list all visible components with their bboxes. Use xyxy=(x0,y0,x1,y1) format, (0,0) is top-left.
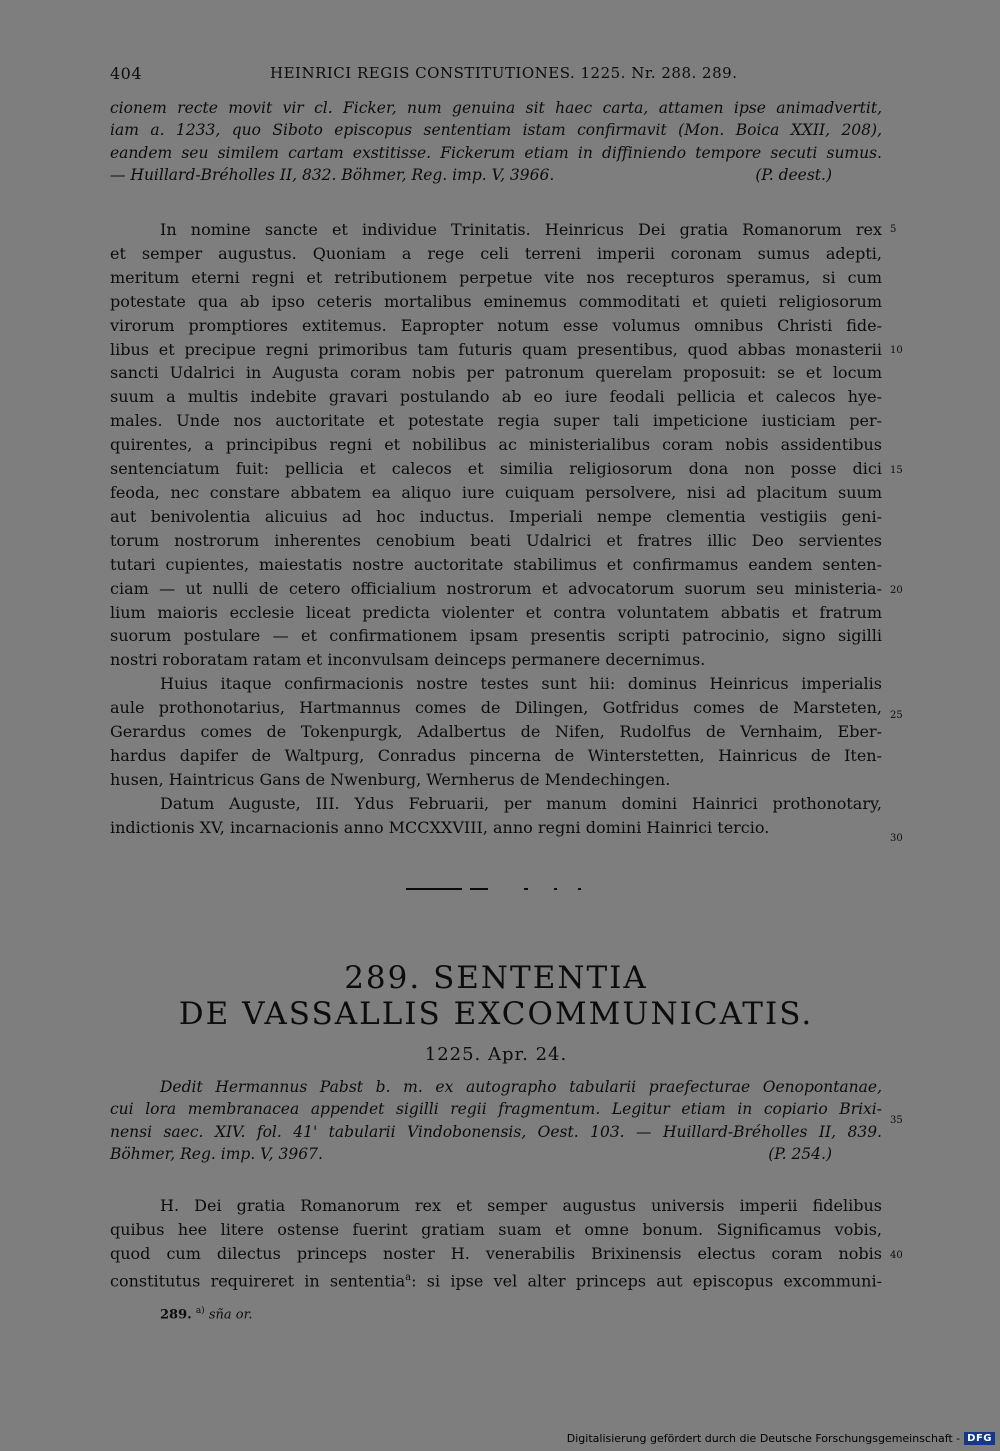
intro-line: iam a. 1233, quo Siboto episcopus sententiam istam confirmavit (Mon. Boica XXII, 208), xyxy=(110,121,882,140)
text-line: sancti Udalrici in Augusta coram nobis per patronum querelam proposuit: se et locum xyxy=(110,363,882,383)
text-line: quibus hee litere ostense fuerint gratiam suam et omne bonum. Significamus vobis, xyxy=(110,1219,882,1239)
text-line: In nomine sancte et individue Trinitatis. Heinricus Dei gratia Romanorum rex xyxy=(160,220,882,239)
text-line: Datum Auguste, III. Ydus Februarii, per manum domini Hainrici prothonotary, xyxy=(160,793,882,813)
text-line: feoda, nec constare abbatem ea aliquo iure cuiquam persolvere, nisi ad placitum suum xyxy=(110,482,882,502)
text-line: nostri roboratam ratam et inconvulsam deinceps permanere decernimus. xyxy=(110,650,706,670)
doc289-intro xyxy=(110,1076,882,1165)
intro-reference: (P. 254.) xyxy=(768,1144,832,1163)
document-subtitle: DE VASSALLIS EXCOMMUNICATIS. xyxy=(178,996,814,1032)
intro-line xyxy=(110,164,882,186)
intro-line-text: Böhmer, Reg. imp. V, 3967. xyxy=(110,1144,323,1163)
intro-line: cionem recte movit vir cl. Ficker, num genuina sit haec carta, attamen ipse animadvertit, xyxy=(110,99,882,117)
text-segment: constitutus requireret in sententia xyxy=(110,1271,406,1291)
intro-line: nensi saec. XIV. fol. 41' tabularii Vindobonensis, Oest. 103. — Huillard-Bréholles II, 839. xyxy=(110,1122,882,1141)
running-title: HEINRICI REGIS CONSTITUTIONES. 1225. Nr. 288. 289. xyxy=(270,64,738,82)
text-line: indictionis XV, incarnacionis anno MCCXXVIII, anno regni domini Hainrici tercio. xyxy=(110,817,770,837)
page-number: 404 xyxy=(110,64,143,83)
line-number: 35 xyxy=(890,1115,903,1126)
doc289-text xyxy=(110,1194,882,1293)
text-line: aut benivolentia alicuius ad hoc inductus. Imperiali nempe clementia vestigiis geni- xyxy=(110,506,882,526)
document-title: 289. SENTENTIA xyxy=(344,960,648,996)
line-number: 40 xyxy=(890,1250,903,1261)
text-line: quod cum dilectus princeps noster H. venerabilis Brixinensis electus coram nobis xyxy=(110,1243,882,1263)
text-line: quirentes, a principibus regni et nobilibus ac ministerialibus coram nobis assidentibus xyxy=(110,435,882,455)
line-number: 15 xyxy=(890,465,903,476)
footnote-text: sña or. xyxy=(208,1307,253,1323)
line-number: 10 xyxy=(890,345,903,356)
section-separator xyxy=(406,888,586,891)
text-line: lium maioris ecclesie liceat predicta violenter et contra voluntatem abbatis et fratrum xyxy=(110,602,882,622)
intro-reference: (P. deest.) xyxy=(755,165,832,184)
text-line: meritum eterni regni et retributionem perpetue vite nos recepturos speramus, si cum xyxy=(110,267,882,287)
doc288-text xyxy=(110,218,882,840)
footnote-marker: a xyxy=(405,1271,412,1283)
dfg-logo: DFG xyxy=(964,1432,995,1445)
text-line: potestate qua ab ipso ceteris mortalibus eminemus commoditati et quieti religiosorum xyxy=(110,291,882,311)
funding-text: Digitalisierung gefördert durch die Deutsche Forschungsgemeinschaft - xyxy=(566,1432,961,1445)
footnote-number: 289. xyxy=(160,1307,192,1323)
page-header xyxy=(110,64,880,86)
line-number: 25 xyxy=(890,710,903,721)
text-line: H. Dei gratia Romanorum rex et semper augustus universis imperii fidelibus xyxy=(160,1196,882,1215)
text-line: males. Unde nos auctoritate et potestate regia super tali impeticione iusticiam per- xyxy=(110,411,882,431)
text-segment: : si ipse vel alter princeps aut episcopus excommuni- xyxy=(411,1271,882,1291)
text-line: sentenciatum fuit: pellicia et calecos et similia religiosorum dona non posse dici xyxy=(110,459,882,479)
intro-line xyxy=(110,1143,882,1165)
document-date: 1225. Apr. 24. xyxy=(424,1044,568,1065)
text-line: virorum promptiores extitemus. Eapropter notum esse volumus omnibus Christi fide- xyxy=(110,315,882,335)
text-line: ciam — ut nulli de cetero officialium nostrorum et advocatorum suorum seu ministeria- xyxy=(110,578,882,598)
footnote-mark: a) xyxy=(195,1306,205,1316)
doc288-intro xyxy=(110,97,882,186)
text-line: suum a multis indebite gravari postulando ab eo iure feodali pellicia et calecos hye- xyxy=(110,387,882,407)
intro-line: eandem seu similem cartam exstitisse. Fickerum etiam in diffiniendo tempore secuti sumus. xyxy=(110,143,882,162)
text-line: et semper augustus. Quoniam a rege celi terreni imperii coronam sumus adepti, xyxy=(110,243,882,263)
text-line: Gerardus comes de Tokenpurgk, Adalbertus de Nifen, Rudolfus de Vernhaim, Eber- xyxy=(110,722,882,742)
line-number: 30 xyxy=(890,833,903,844)
line-number: 20 xyxy=(890,585,903,596)
text-line: Huius itaque confirmacionis nostre testes sunt hii: dominus Heinricus imperialis xyxy=(160,674,882,694)
text-line: husen, Haintricus Gans de Nwenburg, Wernherus de Mendechingen. xyxy=(110,769,671,789)
text-line: torum nostrorum inherentes cenobium beati Udalrici et fratres illic Deo servientes xyxy=(110,530,882,550)
text-line: suorum postulare — et confirmationem ipsam presentis scripti patrocinio, signo sigilli xyxy=(110,626,882,646)
footnote xyxy=(160,1306,253,1322)
funding-footer xyxy=(567,1432,995,1445)
text-line xyxy=(110,1266,882,1293)
text-line: libus et precipue regni primoribus tam futuris quam presentibus, quod abbas monasterii xyxy=(110,339,882,359)
intro-line-text: — Huillard-Bréholles II, 832. Böhmer, Reg. imp. V, 3966. xyxy=(110,165,555,184)
text-line: tutari cupientes, maiestatis nostre auctoritate stabilimus et confirmamus eandem senten- xyxy=(110,554,882,574)
line-number: 5 xyxy=(890,224,897,235)
text-line: aule prothonotarius, Hartmannus comes de Dilingen, Gotfridus comes de Marsteten, xyxy=(110,698,882,718)
intro-line: Dedit Hermannus Pabst b. m. ex autographo tabularii praefecturae Oenopontanae, xyxy=(160,1078,882,1096)
intro-line: cui lora membranacea appendet sigilli regii fragmentum. Legitur etiam in copiario Brixi- xyxy=(110,1100,882,1119)
text-line: hardus dapifer de Waltpurg, Conradus pincerna de Winterstetten, Hainricus de Iten- xyxy=(110,745,882,765)
